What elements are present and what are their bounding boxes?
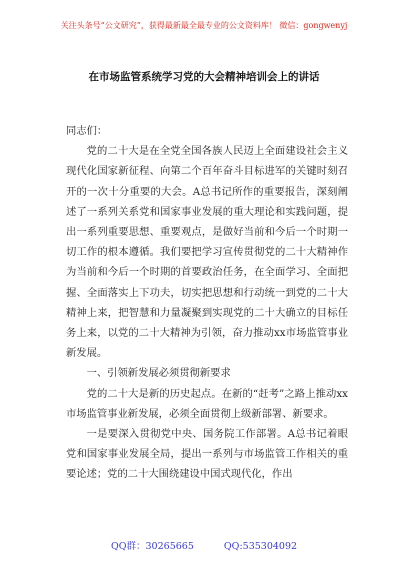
qq-group-text: QQ群：30265665 xyxy=(110,541,194,552)
paragraph: 党的二十大是新的历史起点。在新的“赶考”之路上推动xx市场监管事业新发展，必须全面贯彻上级新部署、新要求。 xyxy=(66,387,348,420)
paragraph: 一是要深入贯彻党中央、国务院工作部署。A总书记着眼党和国家事业发展全局，提出一系列与市场监管工作相关的重要论述；党的二十大围绕建设中国式现代化，作出 xyxy=(66,428,348,481)
section-heading: 一、引领新发展必须贯彻新要求 xyxy=(86,367,231,380)
paragraph: 党的二十大是在全党全国各族人民迈上全面建设社会主义现代化国家新征程、向第二个百年奋斗目标进军的关键时刻召开的一次十分重要的大会。A总书记所作的重要报告，深刻阐述了一系列关系党和国家事业发展的重大理论和实践问题，提出一系列重要思想、重要观点，是做好当前和今后一个时期一切工作的根本遵循。我们要把学习宣传贯彻党的二十大精神作为当前和今后一个时期的首要政治任务，在全面学习、全面把握、全面落实上下功夫，切实把思想和行动统一到党的二十大精神上来，把智慧和力量凝聚到实现党的二十大确立的目标任务上来，以党的二十大精神为引领，奋力推动xx市场监管事业新发展。 xyxy=(66,145,348,360)
salutation: 同志们： xyxy=(66,125,108,137)
contact-footer xyxy=(0,541,408,553)
qq-text: QQ:535304092 xyxy=(223,541,298,552)
document-body xyxy=(66,121,348,485)
document-title: 在市场监管系统学习党的大会精神培训会上的讲话 xyxy=(88,71,320,83)
promo-banner: 关注头条号“公文研究”，获得最新最全最专业的公文资料库！ 微信：gongwenyj xyxy=(60,21,348,30)
